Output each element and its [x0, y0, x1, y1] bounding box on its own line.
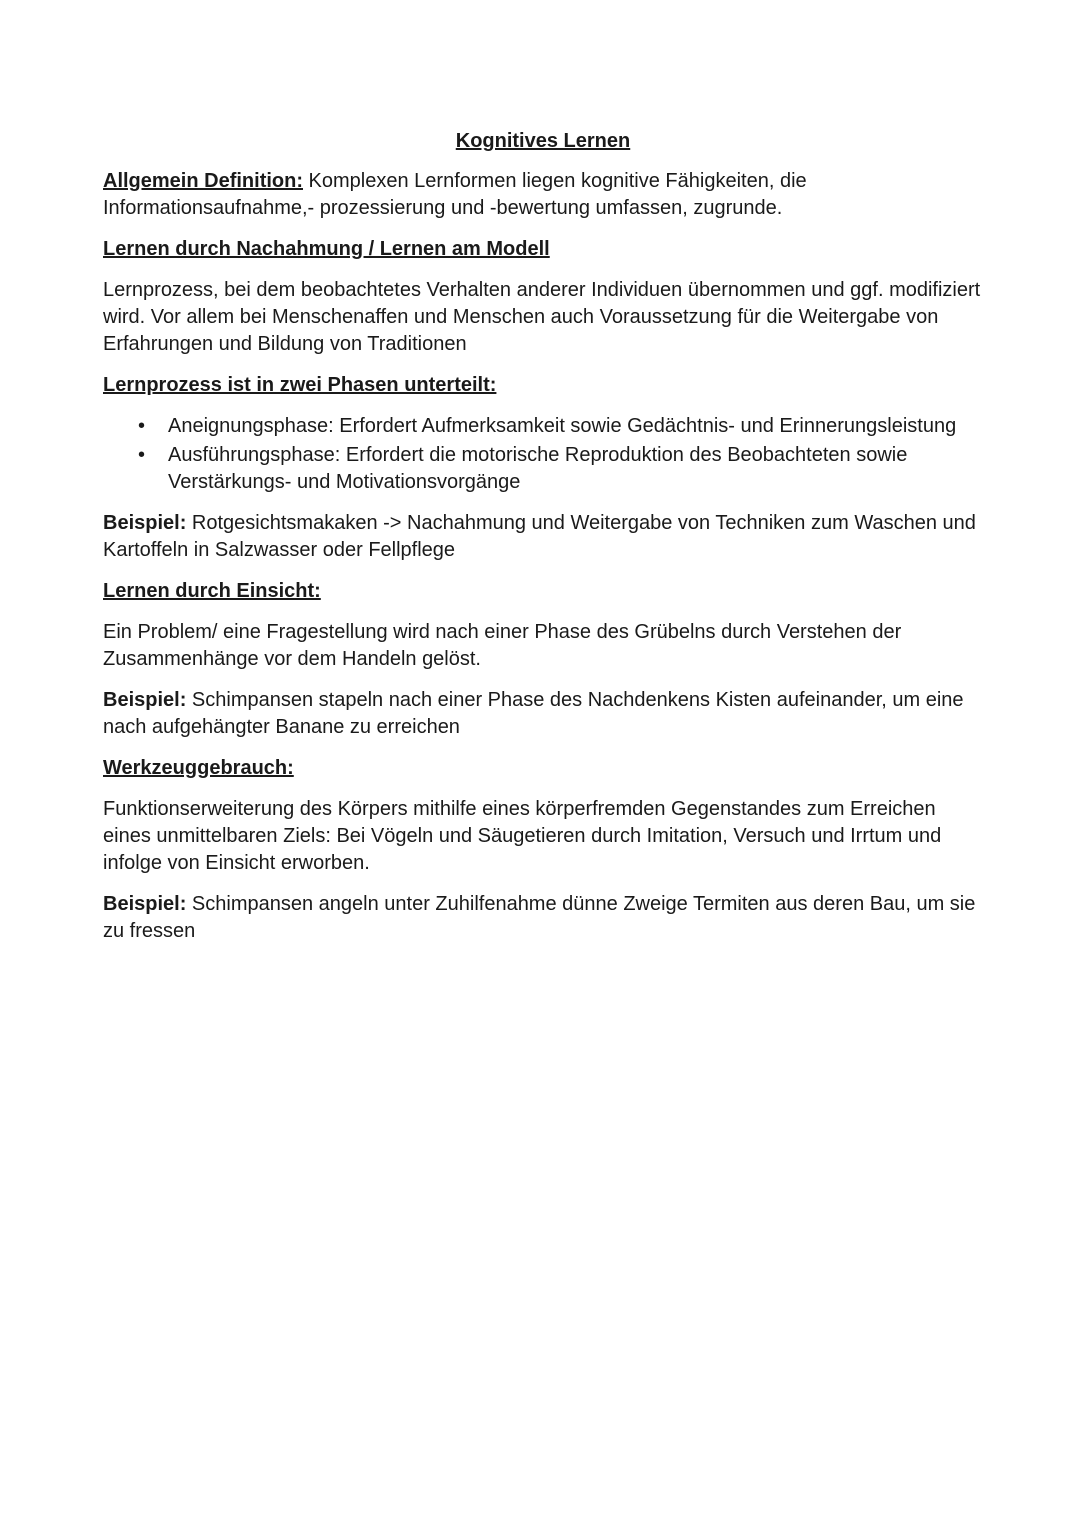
example-text: Schimpansen stapeln nach einer Phase des Nachdenkens Kisten aufeinander, um eine nach aufgehängter Banane zu erreichen — [103, 689, 964, 738]
werkzeug-example-paragraph — [103, 891, 983, 945]
section-heading-werkzeug: Werkzeuggebrauch: — [103, 757, 294, 779]
nachahmung-paragraph: Lernprozess, bei dem beobachtetes Verhalten anderer Individuen übernommen und ggf. modifiziert wird. Vor allem bei Menschenaffen und Menschen auch Voraussetzung für die Weitergabe von Erfahrungen und Bildung von Traditionen — [103, 279, 981, 355]
section-heading-einsicht: Lernen durch Einsicht: — [103, 580, 321, 602]
definition-text: Komplexen Lernformen liegen kognitive Fähigkeiten, die Informationsaufnahme,- prozessierung und -bewertung umfassen, zugrunde. — [103, 170, 807, 219]
einsicht-paragraph: Ein Problem/ eine Fragestellung wird nach einer Phase des Grübelns durch Verstehen der Zusammenhänge vor dem Handeln gelöst. — [103, 621, 902, 670]
phasen-example-paragraph — [103, 510, 983, 564]
bullet-icon: • — [138, 415, 146, 437]
werkzeug-paragraph: Funktionserweiterung des Körpers mithilfe eines körperfremden Gegenstandes zum Erreichen eines unmittelbaren Ziels: Bei Vögeln und Säugetieren durch Imitation, Versuch und Irrtum und infolge von Einsicht erworben. — [103, 798, 942, 874]
document-title: Kognitives Lernen — [455, 130, 631, 152]
list-item-text: Aneignungsphase: Erfordert Aufmerksamkeit sowie Gedächtnis- und Erinnerungsleistung — [168, 415, 957, 437]
definition-label: Allgemein Definition: — [103, 170, 303, 192]
example-label: Beispiel: — [103, 512, 187, 534]
list-item — [138, 442, 983, 496]
section-heading-nachahmung: Lernen durch Nachahmung / Lernen am Modell — [103, 238, 550, 260]
einsicht-example-paragraph — [103, 687, 983, 741]
example-label: Beispiel: — [103, 893, 187, 915]
list-item-text: Ausführungsphase: Erfordert die motorische Reproduktion des Beobachteten sowie Verstärkungs- und Motivationsvorgänge — [168, 444, 908, 493]
example-text: Rotgesichtsmakaken -> Nachahmung und Weitergabe von Techniken zum Waschen und Kartoffeln in Salzwasser oder Fellpflege — [103, 512, 976, 561]
example-text: Schimpansen angeln unter Zuhilfenahme dünne Zweige Termiten aus deren Bau, um sie zu fressen — [103, 893, 976, 942]
example-label: Beispiel: — [103, 689, 187, 711]
phasen-list — [103, 413, 983, 496]
definition-paragraph — [103, 168, 983, 222]
document-content — [103, 128, 983, 959]
section-heading-phasen: Lernprozess ist in zwei Phasen unterteilt: — [103, 374, 497, 396]
list-item — [138, 413, 983, 440]
bullet-icon: • — [138, 444, 146, 466]
